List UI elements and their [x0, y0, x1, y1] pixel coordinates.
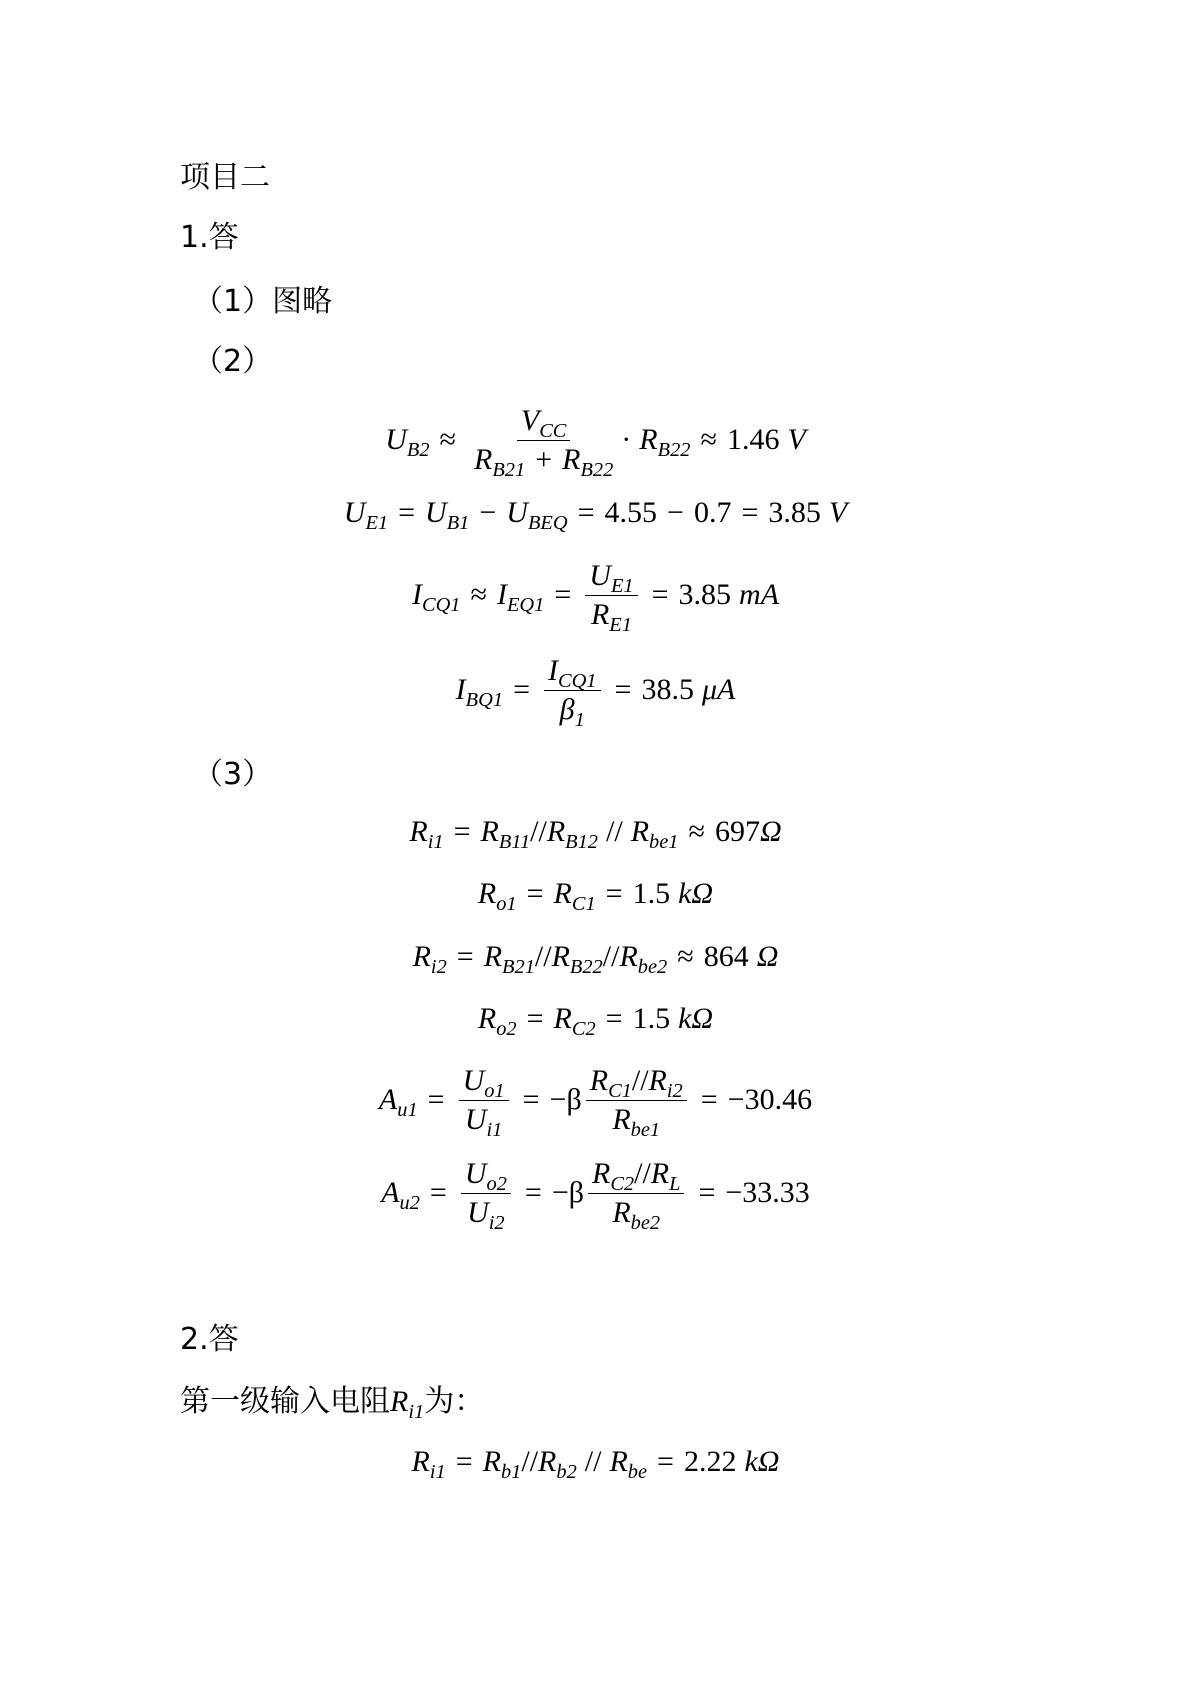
q2-intro-suffix: 为：: [424, 1384, 485, 1419]
equation-ue1: $U_{E1}$ = $U_{B1}$ − $U_{BEQ}$ = 4.55 − 0.7 = 3.85 V: [343, 496, 848, 535]
equation-ub2: $U_{B2}$ ≈ $\frac{V_{CC}}{R_{B21} + R_{B22}}$ · $R_{B22}$ ≈ 1.46 V: [385, 404, 806, 481]
q1-heading: 1.答: [180, 220, 239, 255]
ro1-value: 1.5: [632, 877, 671, 910]
ue1-value: 3.85: [768, 496, 821, 529]
q1-part3: （3）: [193, 757, 273, 792]
equation-ro2: $R_{o2}$ = $R_{C2}$ = 1.5 kΩ: [477, 1002, 714, 1041]
ri1-value: 697: [714, 815, 760, 848]
equation-ri1: $R_{i1}$ = $R_{B11}$ // $R_{B12}$ // $R_{be1}$ ≈ 697 Ω: [409, 815, 782, 854]
ubeq-value: 0.7: [693, 496, 732, 529]
section-title: 项目二: [180, 160, 270, 195]
q1-part2: （2）: [193, 344, 273, 379]
equation-icq1: $I_{CQ1}$ ≈ $I_{EQ1}$ = $\frac{U_{E1}}{R_{E1}}$ = 3.85 mA: [411, 559, 780, 636]
equation-au2: $A_{u2}$ = $\frac{U_{o2}}{U_{i2}}$ = −β $\frac{R_{C2}//R_L}{R_{be2}}$ = −33.33: [381, 1157, 810, 1234]
q2-intro-prefix: 第一级输入电阻: [180, 1384, 390, 1419]
ibq1-value: 38.5: [641, 673, 694, 706]
ro2-value: 1.5: [632, 1002, 671, 1035]
q2-intro: 第一级输入电阻$R_{i1}$为：: [180, 1384, 485, 1424]
q1-part1: （1）图略: [193, 284, 333, 319]
equation-ibq1: $I_{BQ1}$ = $\frac{I_{CQ1}}{\beta_1}$ = 38.5 μA: [455, 654, 736, 731]
au2-value: −33.33: [725, 1176, 810, 1209]
q2-ri1-value: 2.22: [683, 1445, 737, 1478]
au1-value: −30.46: [727, 1083, 813, 1116]
ri2-value: 864: [703, 940, 749, 973]
equation-ro1: $R_{o1}$ = $R_{C1}$ = 1.5 kΩ: [477, 877, 714, 916]
equation-ri2: $R_{i2}$ = $R_{B21}$ // $R_{B22}$ // $R_{be2}$ ≈ 864 Ω: [412, 940, 779, 979]
ub2-value: 1.46: [726, 423, 780, 456]
q2-heading: 2.答: [180, 1322, 239, 1357]
icq1-value: 3.85: [678, 578, 732, 611]
equation-au1: $A_{u1}$ = $\frac{U_{o1}}{U_{i1}}$ = −β $\frac{R_{C1}//R_{i2}}{R_{be1}}$ = −30.46: [378, 1064, 813, 1141]
ub1-value: 4.55: [604, 496, 658, 529]
equation-q2-ri1: $R_{i1}$ = $R_{b1}$ // $R_{b2}$ // $R_{be}$ = 2.22 kΩ: [411, 1445, 780, 1484]
